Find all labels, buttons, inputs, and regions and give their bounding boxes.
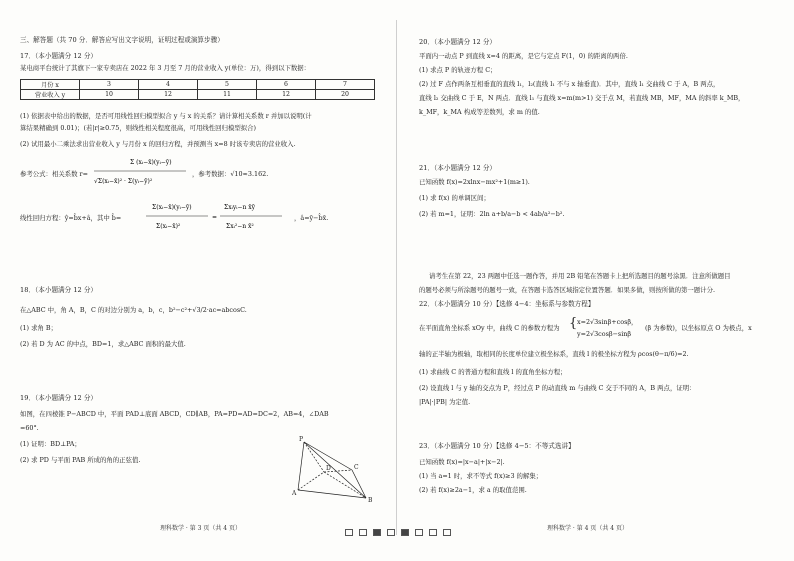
vertex-label-d: D xyxy=(326,465,331,472)
marker-square-icon xyxy=(387,529,395,536)
q21-part1: (1) 求 f(x) 的单调区间； xyxy=(419,194,490,202)
vertex-label-c: C xyxy=(354,464,359,471)
table-row xyxy=(21,90,375,100)
q22-stem-lead: 在平面直角坐标系 xOy 中，曲线 C 的参数方程为 xyxy=(419,324,560,332)
q22-param-x: x=2√3sinβ+cosβ， xyxy=(577,318,638,326)
q17-data-table xyxy=(20,79,375,100)
table-row xyxy=(21,80,375,90)
page-3-footer: 理科数学 · 第 3 页（共 4 页） xyxy=(160,525,241,532)
marker-square-icon xyxy=(345,529,353,536)
section-title: 三、解答题（共 70 分．解答应写出文字说明，证明过程或演算步骤） xyxy=(20,36,224,44)
table-cell: 12 xyxy=(139,90,198,100)
table-cell: 3 xyxy=(80,80,139,90)
q18-stem: 在△ABC 中，角 A，B，C 的对边分别为 a，b，c，b²−c²+√3/2·ac=abcosC. xyxy=(20,306,247,314)
table-cell: 6 xyxy=(257,80,316,90)
svg-text:=: = xyxy=(212,214,218,221)
table-cell: 4 xyxy=(139,80,198,90)
vertex-label-b: B xyxy=(368,497,373,504)
q17-part1-line1: (1) 依据表中给出的数据，是否可用线性回归模型拟合 y 与 x 的关系？请计算相关系数 r 并加以说明(计 xyxy=(20,112,312,120)
q23-part1: (1) 当 a=1 时，求不等式 f(x)≥3 的解集； xyxy=(419,472,543,480)
table-cell: 11 xyxy=(198,90,257,100)
pyramid-figure xyxy=(290,432,380,504)
q17-part2: (2) 试用最小二乘法求出营业收入 y 与月份 x 的回归方程，并预测当 x=8 时该专卖店的营业收入. xyxy=(20,140,296,148)
q22-param-y: y=2√3cosβ−sinβ xyxy=(577,330,632,338)
q20-stem: 平面内一动点 P 到直线 x=4 的距离，是它与定点 F(1，0) 的距离的两倍. xyxy=(419,52,628,60)
q22-stem-tail: (β 为参数)，以坐标原点 O 为极点，x xyxy=(645,324,752,332)
vertex-label-p: P xyxy=(299,436,304,443)
page-4 xyxy=(397,0,794,561)
q23-stem: 已知函数 f(x)=|x−a|+|x−2|. xyxy=(419,458,505,466)
correlation-formula xyxy=(90,155,190,191)
regression-formula xyxy=(142,200,292,236)
q23-heading: 23．（本小题满分 10 分）【选修 4−5：不等式选讲】 xyxy=(419,442,575,450)
q23-part2: (2) 若 f(x)≥2a−1，求 a 的取值范围. xyxy=(419,486,527,494)
elective-notice-line1: 请考生在第 22，23 两题中任选一题作答，并用 2B 铅笔在答题卡上把所选题目的题号涂黑．注意所做题目 xyxy=(429,272,731,280)
svg-text:Σ(xᵢ−x̄)(yᵢ−ȳ): Σ(xᵢ−x̄)(yᵢ−ȳ) xyxy=(152,204,192,211)
q18-part2: (2) 若 D 为 AC 的中点，BD=1，求△ABC 面积的最大值. xyxy=(20,340,186,348)
q21-heading: 21．（本小题满分 12 分） xyxy=(419,164,497,172)
q20-part1: (1) 求点 P 的轨迹方程 C； xyxy=(419,66,497,74)
q22-part2-line1: (2) 设直线 l 与 y 轴的交点为 P，经过点 P 的动直线 m 与曲线 C 交于不同的 A，B 两点，证明： xyxy=(419,384,696,392)
q22-part1: (1) 求曲线 C 的普通方程和直线 l 的直角坐标方程； xyxy=(419,368,567,376)
svg-text:Σxᵢ²−n x̄²: Σxᵢ²−n x̄² xyxy=(226,223,254,230)
q18-heading: 18．（本小题满分 12 分） xyxy=(20,286,98,294)
brace-icon: { xyxy=(569,316,578,331)
svg-text:√Σ(xᵢ−x̄)² · Σ(yᵢ−ȳ)²: √Σ(xᵢ−x̄)² · Σ(yᵢ−ȳ)² xyxy=(94,178,153,185)
q20-part2-line2: 直线 l₂ 交曲线 C 于 E，N 两点．直线 l₁ 与直线 x=m(m>1) 交于点 M，若直线 MB，MF，MA 的斜率 k_MB， xyxy=(419,94,745,102)
q17-reg-tail: ，â=ȳ−b̂x̄. xyxy=(294,214,329,222)
q19-stem-line2: =60°. xyxy=(20,424,39,432)
vertex-label-a: A xyxy=(292,490,297,497)
q17-part1-line2: 算结果精确到 0.01)；(若|r|≥0.75，则线性相关程度很高，可用线性回归模型拟合) xyxy=(20,124,257,132)
svg-text:Σ (xᵢ−x̄)(yᵢ−ȳ): Σ (xᵢ−x̄)(yᵢ−ȳ) xyxy=(130,159,172,166)
elective-notice-line2: 的题号必须与所涂题号的题号一致，在答题卡选答区域指定位置答题．如果多做，则按所做的第一题计分. xyxy=(419,286,715,294)
q19-stem-line1: 如图，在四棱锥 P−ABCD 中，平面 PAD⊥底面 ABCD，CD∥AB，PA=PD=AD=DC=2，AB=4，∠DAB xyxy=(20,410,329,418)
marker-square-icon xyxy=(359,529,367,536)
table-cell: 营业收入 y xyxy=(21,90,80,100)
q21-stem: 已知函数 f(x)=2xlnx−mx²+1(m≥1). xyxy=(419,178,530,186)
table-cell: 7 xyxy=(316,80,375,90)
table-cell: 10 xyxy=(80,90,139,100)
table-cell: 20 xyxy=(316,90,375,100)
marker-square-filled-icon xyxy=(373,529,381,536)
q22-stem-line2: 轴的正半轴为极轴，取相同的长度单位建立极坐标系，直线 l 的极坐标方程为 ρcos(θ−π/6)=2. xyxy=(419,350,689,358)
q17-ref-data: ，参考数据：√10≈3.162. xyxy=(192,170,269,178)
svg-text:Σ(xᵢ−x̄)²: Σ(xᵢ−x̄)² xyxy=(156,223,181,230)
q20-part2-line1: (2) 过 F 点作两条互相垂直的直线 l₁，l₂(直线 l₁ 不与 x 轴垂直)．其中，直线 l₁ 交曲线 C 于 A，B 两点， xyxy=(419,80,720,88)
q20-heading: 20．（本小题满分 12 分） xyxy=(419,38,497,46)
q19-part2: (2) 求 PD 与平面 PAB 所成的角的正弦值. xyxy=(20,456,141,464)
q20-part2-line3: k_MF，k_MA 构成等差数列，求 m 的值. xyxy=(419,108,540,116)
q17-reg-label: 线性回归方程：ŷ=b̂x+â，其中 b̂= xyxy=(20,214,122,222)
q19-part1: (1) 证明：BD⊥PA； xyxy=(20,440,81,448)
q17-ref-label: 参考公式：相关系数 r= xyxy=(20,170,88,178)
table-cell: 5 xyxy=(198,80,257,90)
q19-heading: 19．（本小题满分 12 分） xyxy=(20,394,98,402)
q21-part2: (2) 若 m=1，证明：2ln a+b/a−b < 4ab/a²−b². xyxy=(419,210,565,218)
page-4-footer: 理科数学 · 第 4 页（共 4 页） xyxy=(547,525,628,532)
q17-stem: 某电商平台统计了其旗下一家专卖店在 2022 年 3 月至 7 月的营业收入 y(单位：万)，得到以下数据： xyxy=(20,64,311,72)
svg-text:Σxᵢyᵢ−n x̄ȳ: Σxᵢyᵢ−n x̄ȳ xyxy=(224,204,256,211)
table-cell: 月份 x xyxy=(21,80,80,90)
q22-heading: 22．（本小题满分 10 分）【选修 4−4：坐标系与参数方程】 xyxy=(419,300,595,308)
q22-part2-line2: |PA|·|PB| 为定值. xyxy=(419,398,471,406)
q17-heading: 17．（本小题满分 12 分） xyxy=(20,52,98,60)
q18-part1: (1) 求角 B； xyxy=(20,324,57,332)
table-cell: 12 xyxy=(257,90,316,100)
